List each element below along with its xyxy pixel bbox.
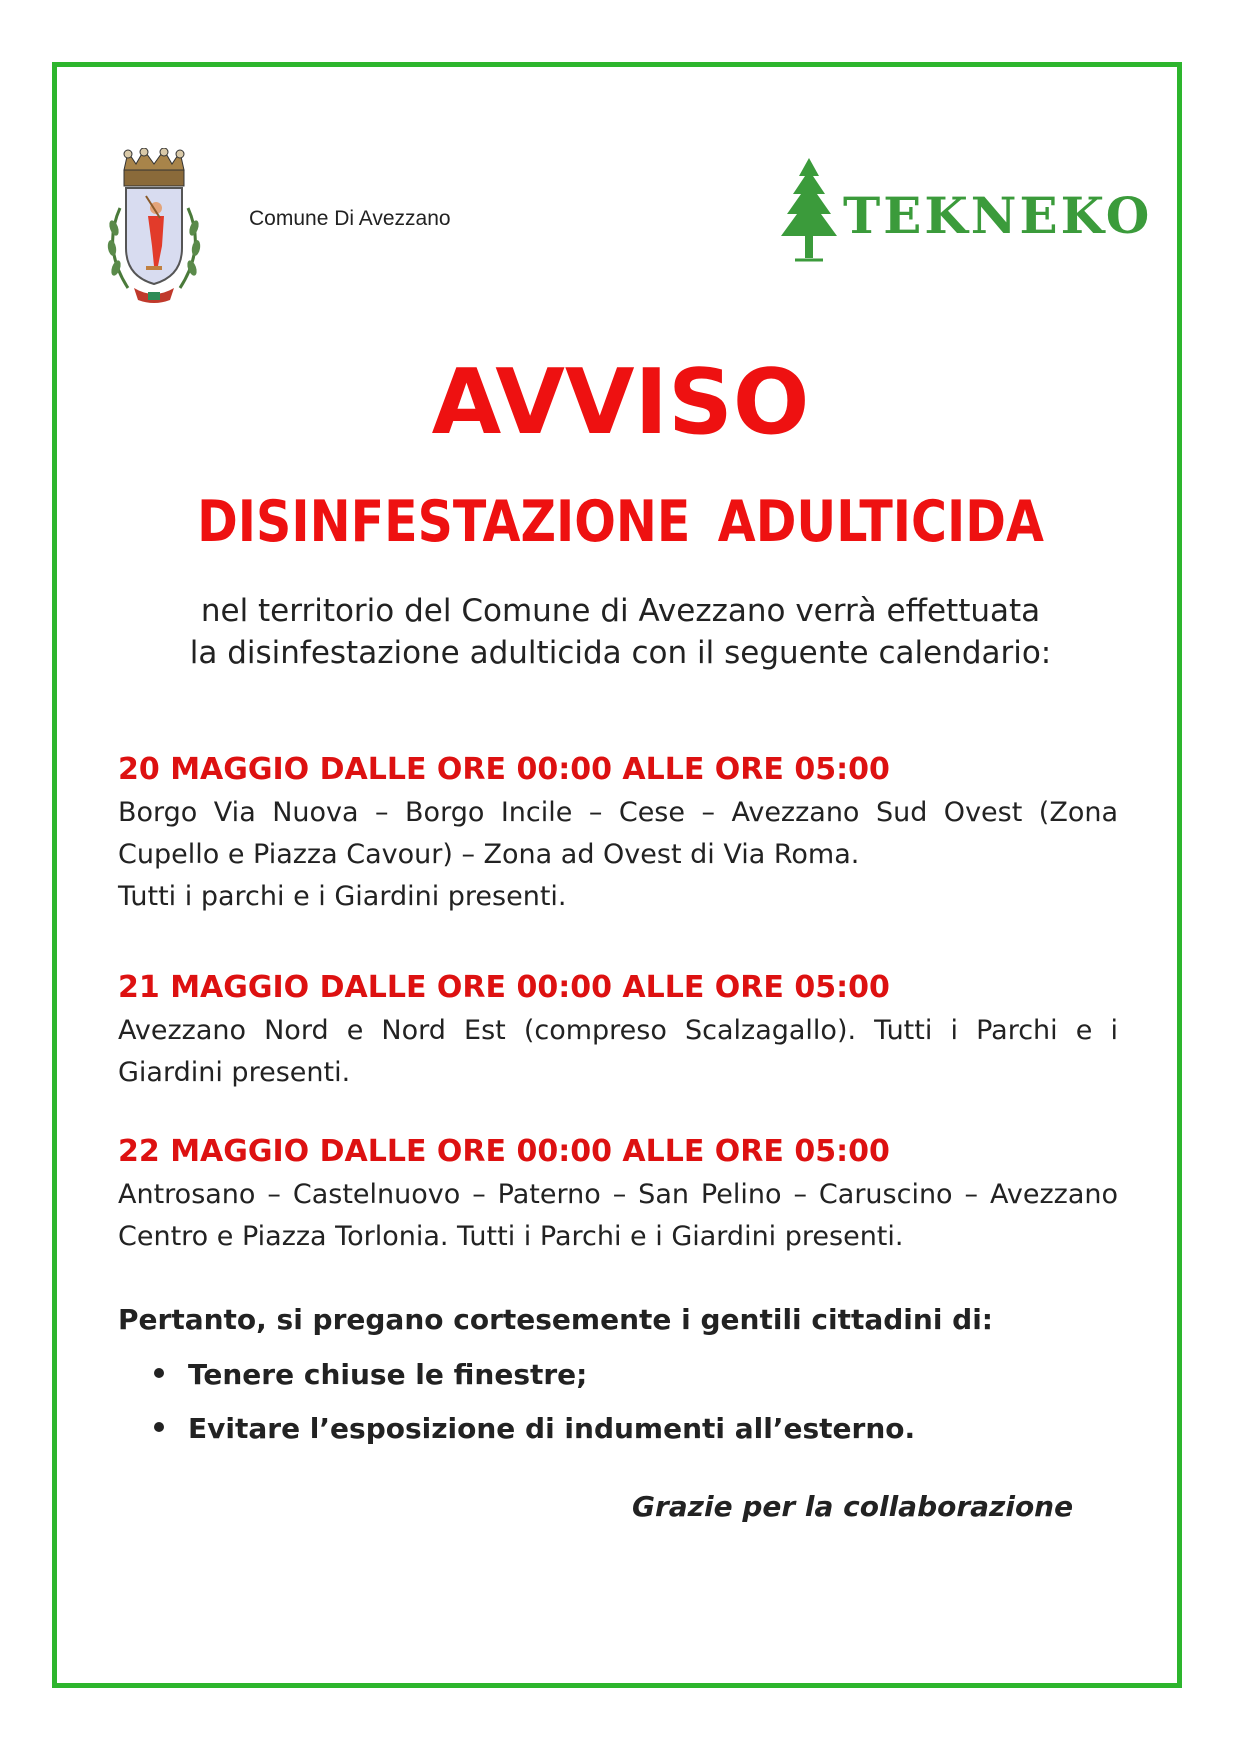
schedule-heading-1: 20 MAGGIO DALLE ORE 00:00 ALLE ORE 05:00 (118, 752, 890, 787)
municipal-crest-icon (98, 148, 210, 310)
list-item (154, 1358, 587, 1391)
intro-line-2: la disinfestazione adulticida con il seguente calendario: (189, 635, 1052, 671)
list-item-text: Tenere chiuse le finestre; (188, 1358, 588, 1391)
company-logo (775, 156, 1153, 266)
page-title: AVVISO (431, 350, 810, 455)
page-subtitle: DISINFESTAZIONE ADULTICIDA (197, 489, 1044, 555)
tree-icon (775, 156, 843, 266)
bullet-icon (154, 1422, 164, 1432)
intro-text (0, 590, 1241, 674)
schedule-line: Borgo Via Nuova – Borgo Incile – Cese – Avezzano Sud Ovest (Zona (118, 797, 1118, 828)
schedule-heading-2: 21 MAGGIO DALLE ORE 00:00 ALLE ORE 05:00 (118, 970, 890, 1005)
intro-line-1: nel territorio del Comune di Avezzano verrà effettuata (200, 593, 1041, 629)
schedule-body-1 (118, 792, 1118, 918)
schedule-line: Cupello e Piazza Cavour) – Zona ad Ovest di Via Roma. (118, 839, 860, 870)
schedule-line: Centro e Piazza Torlonia. Tutti i Parchi e i Giardini presenti. (118, 1221, 904, 1252)
schedule-line: Antrosano – Castelnuovo – Paterno – San Pelino – Caruscino – Avezzano (118, 1179, 1118, 1210)
schedule-body-3 (118, 1174, 1118, 1258)
bullet-icon (154, 1368, 164, 1378)
company-name: TEKNEKO (843, 186, 1153, 245)
schedule-body-2 (118, 1010, 1118, 1094)
list-item (154, 1412, 915, 1445)
list-item-text: Evitare l’esposizione di indumenti all’esterno. (188, 1412, 916, 1445)
schedule-line: Avezzano Nord e Nord Est (compreso Scalzagallo). Tutti i Parchi e i (118, 1015, 1118, 1046)
schedule-line: Giardini presenti. (118, 1057, 351, 1088)
schedule-heading-3: 22 MAGGIO DALLE ORE 00:00 ALLE ORE 05:00 (118, 1134, 890, 1169)
request-intro: Pertanto, si pregano cortesemente i gentili cittadini di: (118, 1303, 993, 1336)
municipality-name: Comune Di Avezzano (249, 207, 451, 230)
closing-text: Grazie per la collaborazione (632, 1490, 1074, 1523)
schedule-line: Tutti i parchi e i Giardini presenti. (118, 881, 567, 912)
